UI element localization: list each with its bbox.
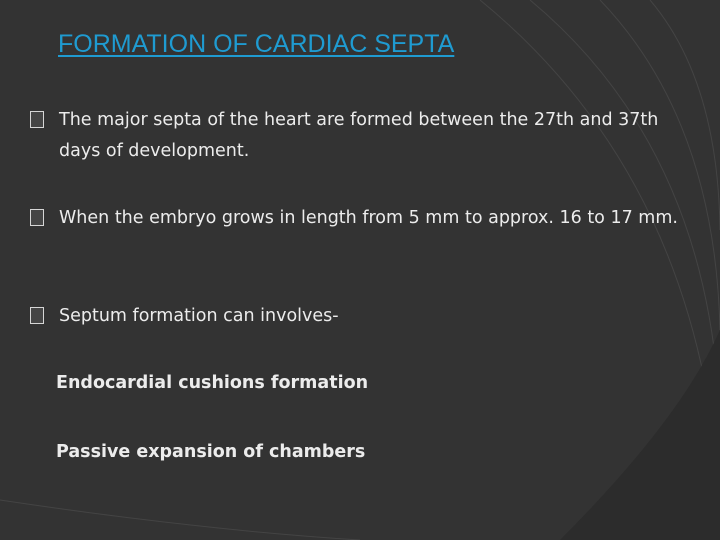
slide-title: FORMATION OF CARDIAC SEPTA	[58, 30, 455, 58]
sub-item: Passive expansion of chambers	[56, 442, 366, 462]
bullet-text: Septum formation can involves-	[59, 306, 339, 326]
bullet-item	[30, 203, 702, 234]
bullet-item	[30, 105, 702, 167]
bullet-text: When the embryo grows in length from 5 mm to approx. 16 to 17 mm.	[59, 208, 678, 228]
bullet-item	[30, 301, 702, 332]
bullet-text: The major septa of the heart are formed between the 27th and 37th days of development.	[59, 110, 659, 161]
checkbox-bullet-icon	[30, 307, 44, 324]
checkbox-bullet-icon	[30, 111, 44, 128]
sub-item: Endocardial cushions formation	[56, 373, 369, 393]
checkbox-bullet-icon	[30, 209, 44, 226]
